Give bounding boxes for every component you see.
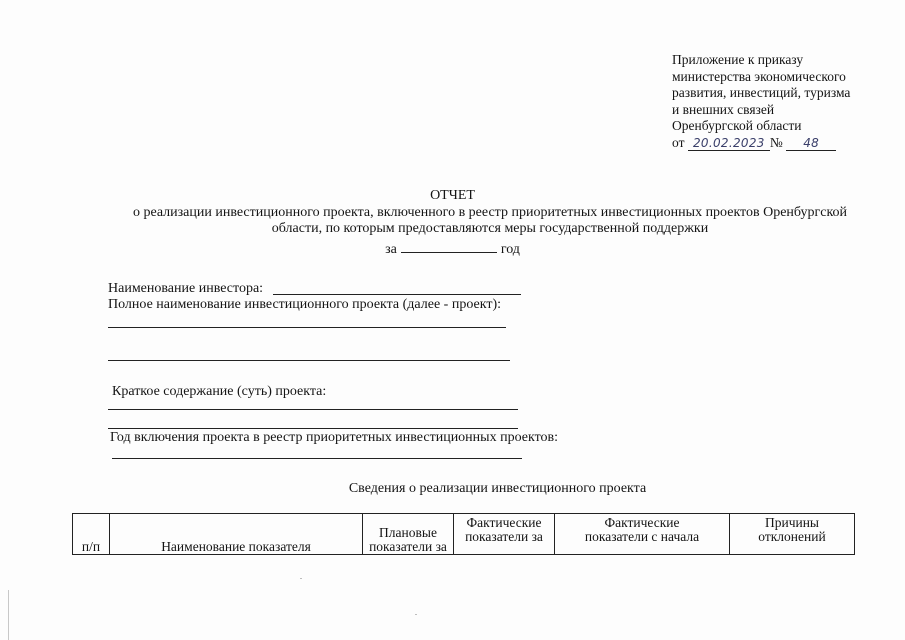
section-title: Сведения о реализации инвестиционного проекта bbox=[348, 481, 647, 496]
appendix-line: министерства экономического bbox=[672, 68, 846, 84]
scan-edge-mark bbox=[8, 590, 9, 640]
appendix-line: и внешних связей bbox=[672, 101, 775, 117]
table-header-cell: Плановые показатели за bbox=[363, 514, 454, 555]
appendix-date: 20.02.2023 bbox=[688, 136, 770, 151]
appendix-date-line bbox=[672, 135, 887, 152]
table-header-cell: п/п bbox=[73, 514, 110, 555]
registry-year-fill-line bbox=[112, 458, 522, 459]
period-suffix: год bbox=[500, 242, 520, 257]
table-header-cell: Фактические показатели за bbox=[454, 514, 555, 555]
table-header-cell: Фактические показатели с начала bbox=[555, 514, 730, 555]
appendix-block bbox=[672, 52, 887, 151]
project-name-label: Полное наименование инвестиционного проекта (далее - проект): bbox=[108, 297, 502, 312]
period-blank bbox=[401, 240, 497, 253]
appendix-number-label: № bbox=[769, 134, 783, 150]
appendix-line: развития, инвестиций, туризма bbox=[672, 85, 851, 100]
report-title: ОТЧЕТ bbox=[430, 188, 475, 203]
appendix-line: Приложение к приказу bbox=[672, 52, 804, 67]
appendix-number: 48 bbox=[786, 136, 836, 151]
table-header-row bbox=[73, 514, 855, 555]
report-table bbox=[72, 513, 855, 555]
investor-fill-line bbox=[273, 294, 521, 295]
appendix-from-label: от bbox=[672, 134, 685, 150]
investor-label: Наименование инвестора: bbox=[108, 281, 264, 296]
period-prefix: за bbox=[385, 242, 397, 257]
summary-label: Краткое содержание (суть) проекта: bbox=[112, 384, 327, 399]
summary-fill-line-2 bbox=[108, 428, 518, 429]
appendix-line: Оренбургской области bbox=[672, 118, 802, 133]
scan-speck bbox=[415, 614, 417, 615]
scan-speck bbox=[300, 578, 302, 579]
table-header-cell: Причины отклонений bbox=[730, 514, 855, 555]
table-header-cell: Наименование показателя bbox=[110, 514, 363, 555]
report-subtitle: о реализации инвестиционного проекта, включенного в реестр приоритетных инвестиционных проектов Оренбургской области, по которым предоставляются меры государственной поддержки bbox=[132, 205, 848, 236]
summary-fill-line-1 bbox=[108, 409, 518, 410]
report-period bbox=[0, 240, 905, 258]
registry-year-label: Год включения проекта в реестр приоритетных инвестиционных проектов: bbox=[110, 430, 558, 445]
project-name-fill-line-1 bbox=[108, 327, 506, 328]
project-name-fill-line-2 bbox=[108, 360, 510, 361]
